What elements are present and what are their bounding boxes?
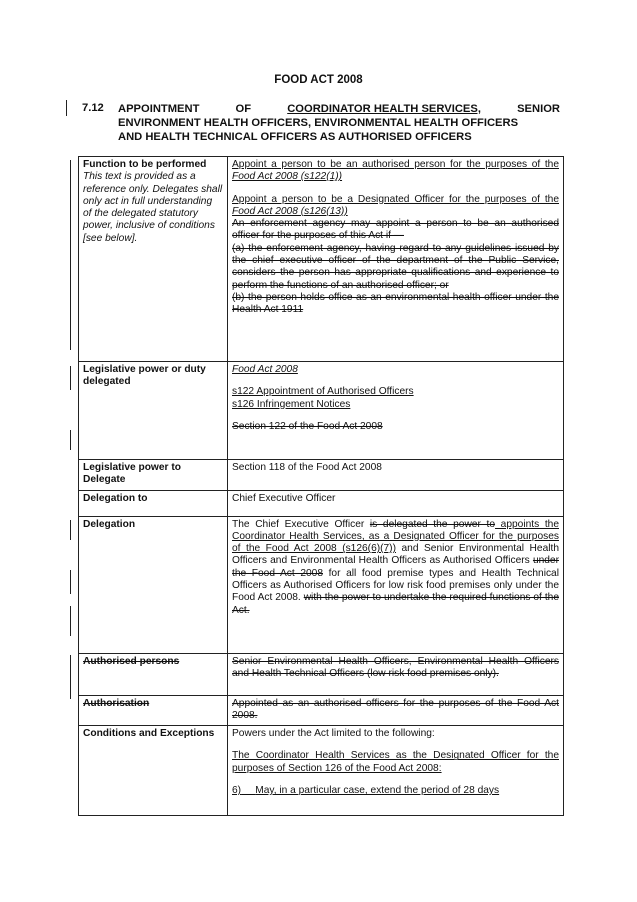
table-row	[79, 653, 564, 695]
change-bar	[70, 366, 71, 390]
row-value: Senior Environmental Health Officers, Environmental Health Officers and Health Technical Officers (low risk food premises only).	[228, 653, 564, 695]
table-row	[79, 460, 564, 491]
reference-note: This text is provided as a reference only. Delegates shall only act in full understanding of the delegated statutory power, inclusive of conditions [see below].	[83, 171, 223, 244]
row-label: Function to be performed This text is provided as a reference only. Delegates shall only act in full understanding of the delegated statutory power, inclusive of conditions [see below].	[79, 157, 228, 362]
heading-word: OF	[235, 103, 252, 115]
row-value: Appoint a person to be an authorised person for the purposes of the Food Act 2008 (s122(1)) Appoint a person to be a Designated Officer for the purposes of the Food Act 2008 (s126(13)) An enforcement agency may appoint a person to be an authorised officer for the purposes of this Act if — (a) the enforcement agency, having regard to any guidelines issued by the chief executive officer of the department of the Public Service, considers the person has appropriate qualifications and experience to perform the functions of an authorised officer; or (b) the person holds office as an environmental health officer under the Health Act 1911	[228, 157, 564, 362]
struck-text: Section 122 of the Food Act 2008	[232, 420, 383, 432]
change-bar	[70, 160, 71, 350]
struck-text: An enforcement agency may appoint a person to be an authorised officer for the purposes of this Act if —	[232, 218, 559, 242]
table-row	[79, 695, 564, 726]
table-row	[79, 157, 564, 362]
row-value: The Chief Executive Officer is delegated the power to appoints the Coordinator Health Services, as a Designated Officer for the purposes of the Food Act 2008 (s126(6)(7)) and Senior Environmental Health Officers and Environmental Health Officers as Authorised Officers under the Food Act 2008 for all food premise types and Health Technical Officers as Authorised Officers for low risk food premises only under the Food Act 2008. with the power to undertake the required functions of the Act.	[228, 516, 564, 653]
change-bar	[70, 520, 71, 540]
row-value: Powers under the Act limited to the following: The Coordinator Health Services as the Designated Officer for the purposes of Section 126 of the Food Act 2008: 6) May, in a particular case, extend the period of 28 days	[228, 726, 564, 816]
row-label: Authorisation	[79, 695, 228, 726]
change-bar	[70, 570, 71, 594]
row-label: Conditions and Exceptions	[79, 726, 228, 816]
section-heading	[82, 102, 560, 144]
row-value: Section 118 of the Food Act 2008	[228, 460, 564, 491]
heading-word: APPOINTMENT	[118, 103, 200, 115]
table-row	[79, 726, 564, 816]
change-bar	[70, 655, 71, 699]
row-value: Appointed as an authorised officers for the purposes of the Food Act 2008.	[228, 695, 564, 726]
row-value: Food Act 2008 s122 Appointment of Authorised Officers s126 Infringement Notices Section 122 of the Food Act 2008	[228, 362, 564, 460]
row-label: Delegation	[79, 516, 228, 653]
row-label: Legislative power or duty delegated	[79, 362, 228, 460]
heading-word: SENIOR	[517, 103, 560, 115]
section-number: 7.12	[82, 102, 104, 114]
heading-underlined: COORDINATOR HEALTH SERVICES,	[287, 103, 481, 115]
row-label: Delegation to	[79, 490, 228, 516]
row-label: Legislative power to Delegate	[79, 460, 228, 491]
delegation-table	[78, 156, 564, 816]
row-value: Chief Executive Officer	[228, 490, 564, 516]
heading-line-2: ENVIRONMENT HEALTH OFFICERS, ENVIRONMENTAL HEALTH OFFICERS	[118, 117, 519, 129]
table-row	[79, 362, 564, 460]
change-bar	[70, 606, 71, 636]
row-label: Authorised persons	[79, 653, 228, 695]
table-row	[79, 516, 564, 653]
change-bar	[66, 100, 67, 116]
struck-text: (a) the enforcement agency, having regard to any guidelines issued by the chief executive officer of the department of the Public Service, considers the person has appropriate qualifications and experience to perform the functions of an authorised officer; or	[232, 242, 559, 291]
change-bar	[70, 430, 71, 450]
heading-line-3: AND HEALTH TECHNICAL OFFICERS AS AUTHORISED OFFICERS	[118, 131, 472, 143]
struck-text: (b) the person holds office as an environmental health officer under the Health Act 1911	[232, 291, 559, 316]
table-row	[79, 490, 564, 516]
document-title: FOOD ACT 2008	[274, 74, 363, 86]
